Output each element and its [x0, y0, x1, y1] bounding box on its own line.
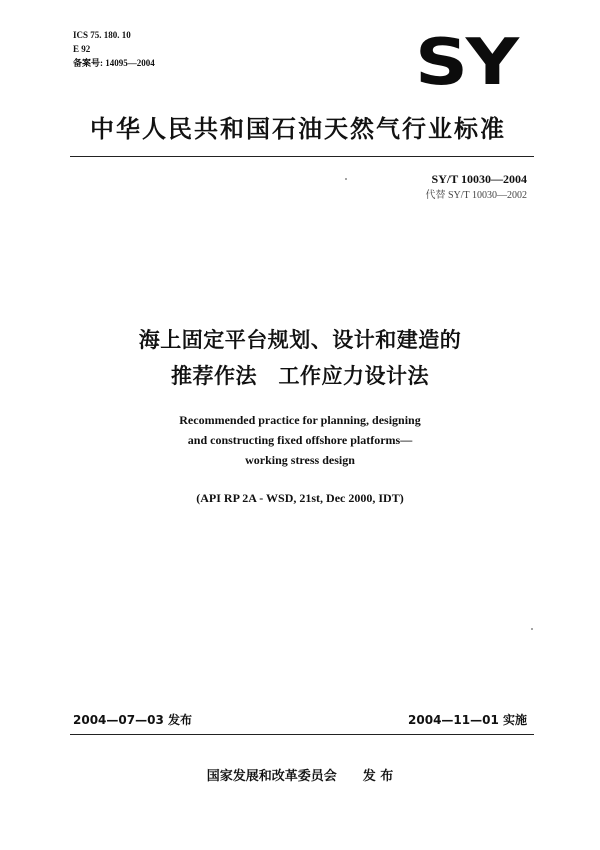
scan-speck [531, 628, 533, 630]
cn-title-line-1: 海上固定平台规划、设计和建造的 [138, 328, 462, 352]
scan-speck [345, 178, 347, 180]
replaces-standard: 代替 SY/T 10030—2002 [425, 190, 527, 201]
en-title-line-3: working stress design [245, 453, 355, 467]
header-title: 中华人民共和国石油天然气行业标准 [90, 115, 506, 143]
cn-title-line-2: 推荐作法 工作应力设计法 [171, 364, 429, 388]
footer-divider [70, 734, 534, 735]
issuer: 国家发展和改革委员会 发 布 [206, 769, 394, 784]
record-number: 备案号: 14095—2004 [73, 58, 155, 68]
effective-date: 2004—11—01 实施 [408, 713, 527, 727]
adoption-note: (API RP 2A - WSD, 21st, Dec 2000, IDT) [196, 491, 404, 505]
sy-logo: SY [415, 26, 517, 100]
issue-date: 2004—07—03 发布 [73, 713, 192, 727]
en-title-line-2: and constructing fixed offshore platforms— [187, 433, 413, 447]
standard-number: SY/T 10030—2004 [431, 172, 527, 186]
ics-code: ICS 75. 180. 10 [73, 30, 131, 40]
category-code: E 92 [73, 44, 91, 54]
header-divider [70, 156, 534, 157]
en-title-line-1: Recommended practice for planning, designing [179, 413, 421, 427]
